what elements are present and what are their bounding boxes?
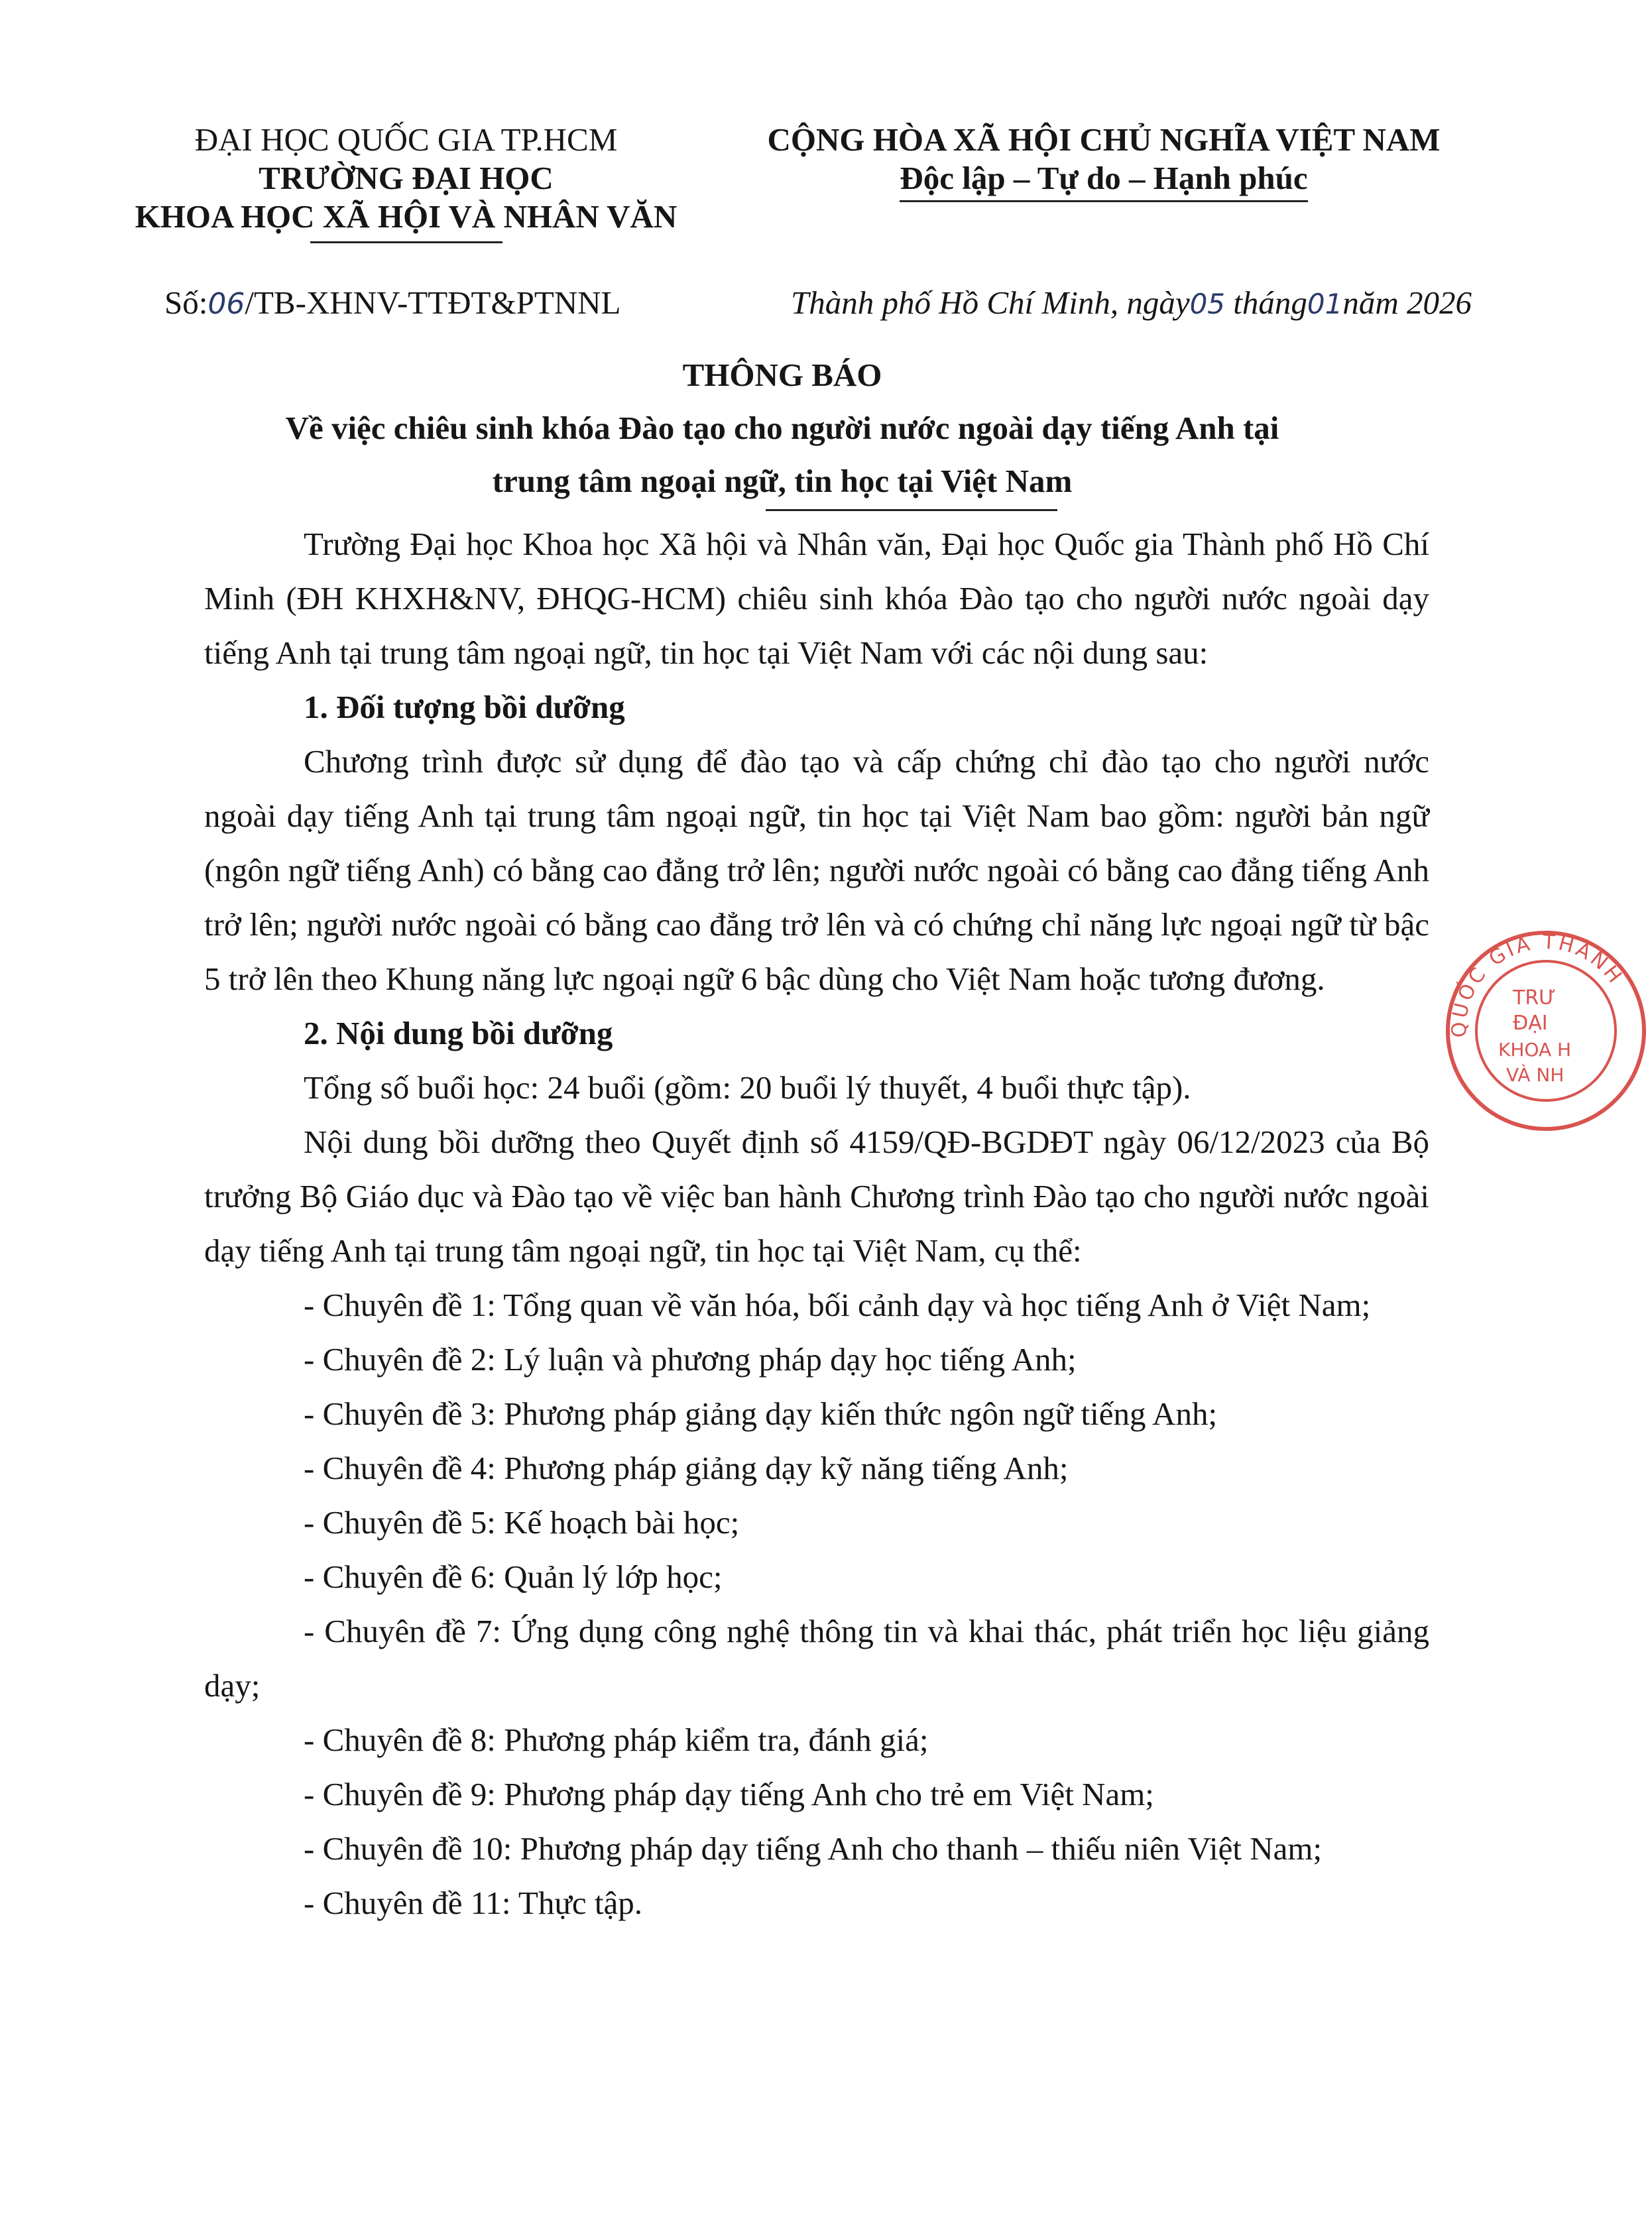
topic-item: - Chuyên đề 4: Phương pháp giảng dạy kỹ năng tiếng Anh; (304, 1450, 1069, 1486)
reference-code: /TB-XHNV-TTĐT&PTNNL (245, 284, 621, 321)
country-name: CỘNG HÒA XÃ HỘI CHỦ NGHĨA VIỆT NAM (767, 121, 1441, 158)
title-underline (766, 509, 1057, 511)
notice-subject-line2: trung tâm ngoại ngữ, tin học tại Việt Nam (492, 463, 1073, 499)
national-motto: Độc lập – Tự do – Hạnh phúc (900, 159, 1307, 202)
topic-item: - Chuyên đề 11: Thực tập. (304, 1885, 643, 1921)
stamp-line: TRƯ (1513, 986, 1556, 1010)
header-left-underline (310, 241, 502, 243)
school-name-line2: KHOA HỌC XÃ HỘI VÀ NHÂN VĂN (135, 198, 678, 235)
section1-text: Chương trình được sử dụng để đào tạo và cấp chứng chỉ đào tạo cho người nước ngoài dạy tiếng Anh tại trung tâm ngoại ngữ, tin học tại Việt Nam bao gồm: người bản ngữ (ngôn ngữ tiếng Anh) có bằng cao đẳng trở lên; người nước ngoài có bằng cao đẳng tiếng Anh trở lên; người nước ngoài có bằng cao đẳng trở lên và có chứng chỉ năng lực ngoại ngữ từ bậc 5 trở lên theo Khung năng lực ngoại ngữ 6 bậc dùng cho Việt Nam hoặc tương đương. (204, 743, 1429, 997)
school-name-line1: TRƯỜNG ĐẠI HỌC (259, 160, 554, 196)
section1-heading: 1. Đối tượng bồi dưỡng (304, 689, 625, 725)
notice-heading: THÔNG BÁO (682, 357, 882, 393)
document-number (164, 284, 620, 322)
topic-item: - Chuyên đề 5: Kế hoạch bài học; (304, 1504, 740, 1541)
topic-item: - Chuyên đề 6: Quản lý lớp học; (304, 1558, 723, 1595)
topic-item: - Chuyên đề 7: Ứng dụng công nghệ thông tin và khai thác, phát triển học liệu giảng dạy; (204, 1613, 1429, 1704)
intro-paragraph: Trường Đại học Khoa học Xã hội và Nhân văn, Đại học Quốc gia Thành phố Hồ Chí Minh (ĐH KHXH&NV, ĐHQG-HCM) chiêu sinh khóa Đào tạo cho người nước ngoài dạy tiếng Anh tại trung tâm ngoại ngữ, tin học tại Việt Nam với các nội dung sau: (204, 526, 1429, 671)
parent-university: ĐẠI HỌC QUỐC GIA TP.HCM (194, 121, 618, 158)
stamp-line: KHOA H (1498, 1039, 1572, 1061)
notice-subject-line1: Về việc chiêu sinh khóa Đào tạo cho người nước ngoài dạy tiếng Anh tại (285, 410, 1279, 446)
date-year: năm 2026 (1342, 284, 1472, 321)
document-date (742, 284, 1472, 322)
date-month-label: tháng (1225, 284, 1307, 321)
date-month-handwritten: 01 (1307, 288, 1343, 320)
section2-decision: Nội dung bồi dưỡng theo Quyết định số 4159/QĐ-BGDĐT ngày 06/12/2023 của Bộ trưởng Bộ Giáo dục và Đào tạo về việc ban hành Chương trình Đào tạo cho người nước ngoài dạy tiếng Anh tại trung tâm ngoại ngữ, tin học tại Việt Nam, cụ thể: (204, 1124, 1429, 1269)
date-day-handwritten: 05 (1189, 288, 1226, 320)
notice-body (204, 517, 1429, 1930)
topic-item: - Chuyên đề 3: Phương pháp giảng dạy kiến thức ngôn ngữ tiếng Anh; (304, 1395, 1218, 1432)
issuing-organization (99, 121, 713, 243)
reference-prefix: Số: (164, 284, 208, 321)
notice-title (99, 349, 1465, 511)
topic-item: - Chuyên đề 9: Phương pháp dạy tiếng Anh cho trẻ em Việt Nam; (304, 1776, 1154, 1812)
date-place: Thành phố Hồ Chí Minh, ngày (790, 284, 1190, 321)
stamp-line: ĐẠI (1513, 1012, 1548, 1035)
stamp-ring-text: QUỐC GIA THÀNH (1448, 930, 1628, 1038)
official-seal (1440, 925, 1652, 1137)
section2-sessions: Tổng số buổi học: 24 buổi (gồm: 20 buổi lý thuyết, 4 buổi thực tập). (304, 1069, 1191, 1106)
topic-item: - Chuyên đề 2: Lý luận và phương pháp dạy học tiếng Anh; (304, 1341, 1077, 1378)
reference-number-handwritten: 06 (207, 287, 245, 321)
stamp-line: VÀ NH (1506, 1064, 1564, 1086)
topic-item: - Chuyên đề 10: Phương pháp dạy tiếng Anh cho thanh – thiếu niên Việt Nam; (304, 1830, 1323, 1867)
section2-heading: 2. Nội dung bồi dưỡng (304, 1015, 613, 1051)
topic-item: - Chuyên đề 8: Phương pháp kiểm tra, đánh giá; (304, 1722, 929, 1758)
national-header (719, 121, 1488, 202)
topic-item: - Chuyên đề 1: Tổng quan về văn hóa, bối cảnh dạy và học tiếng Anh ở Việt Nam; (304, 1287, 1371, 1323)
